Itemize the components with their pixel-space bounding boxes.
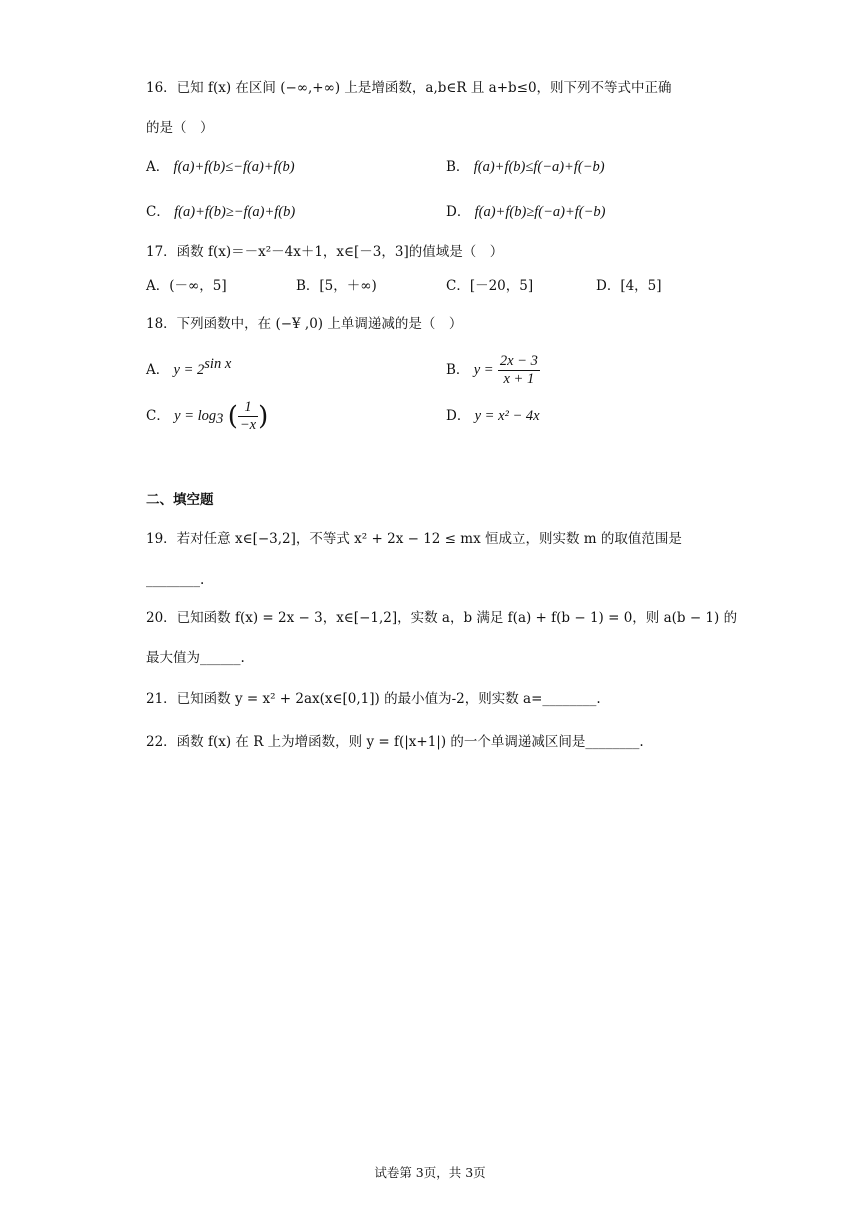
q16-option-a [146,157,295,177]
q18-option-c: C． $y = \log_3$ ( $\frac{1}{-x}$ ) [146,399,269,433]
q17-option-b: B．[5，＋∞) [296,278,377,294]
q16-option-c [146,202,295,222]
q16-option-d-expr: f(a)+f(b)≥f(−a)+f(−b) [474,204,606,220]
q20-line2: 最大值为______. [146,650,245,666]
q20-line1: 20．已知函数 f(x) = 2x − 3，x∈[−1,2]，实数 a，b 满足 f(a) + f(b − 1) = 0，则 a(b − 1) 的 [146,610,738,626]
q18-option-b-label: B． [446,362,470,378]
q16-stem-line1: 16．已知 f(x) 在区间 (−∞,+∞) 上是增函数，a,b∈R 且 a+b≤0，则下列不等式中正确 [146,80,672,96]
q19-answer-blank: ________. [146,572,205,588]
q18-option-a-label: A． [146,362,170,378]
q18-option-b-numerator: 2x − 3 [499,353,538,369]
q18-option-b-fraction [498,353,540,388]
q18-option-b-denominator: x + 1 [503,371,535,387]
page-footer: 试卷第 3页，共 3页 [374,1165,486,1180]
q16-option-b-expr: f(a)+f(b)≤f(−a)+f(−b) [473,159,605,175]
q18-option-c-label: C． [146,408,170,424]
q18-option-d-expr: y = x² − 4x [474,408,540,424]
q18-option-c-lhs: y = log [174,408,217,424]
q16-option-a-expr: f(a)+f(b)≤−f(a)+f(b) [173,159,295,175]
q18-option-c-denominator: −x [239,417,257,433]
q16-option-c-expr: f(a)+f(b)≥−f(a)+f(b) [174,204,296,220]
q18-option-a-exponent: sin x [204,356,232,372]
q18-option-c-base: 3 [216,411,224,427]
q18-option-d-label: D． [446,408,471,424]
q18-option-a [146,356,232,380]
q16-option-d [446,202,605,222]
q16-option-b-label: B． [446,159,470,175]
q17-option-a: A．(－∞，5] [146,278,227,294]
q18-option-c-numerator: 1 [238,399,258,417]
q16-option-c-label: C． [146,204,170,220]
q21-line: 21．已知函数 y = x² + 2ax(x∈[0,1]) 的最小值为-2，则实数 a=________. [146,691,601,707]
q18-option-b-lhs: y = [473,362,494,378]
q18-stem: 18．下列函数中，在 (−¥ ,0) 上单调递减的是（ ） [146,316,463,332]
q17-stem: 17．函数 f(x)＝－x²－4x＋1，x∈[－3，3]的值域是（ ） [146,244,504,260]
section-heading-fill-in: 二、填空题 [146,492,214,508]
q16-option-b [446,157,605,177]
q17-option-d: D．[4，5] [596,278,662,294]
q17-option-c: C．[－20，5] [446,278,534,294]
q16-stem-line2: 的是（ ） [146,120,214,136]
q22-line: 22．函数 f(x) 在 R 上为增函数，则 y = f(|x+1|) 的一个单调递减区间是________. [146,734,644,750]
q18-option-d [446,406,540,426]
q18-option-a-base: y = 2 [173,362,205,378]
q18-option-c-fraction [238,399,258,434]
q19-line1: 19．若对任意 x∈[−3,2]，不等式 x² + 2x − 12 ≤ mx 恒成立，则实数 m 的取值范围是 [146,531,682,547]
q16-option-d-label: D． [446,204,471,220]
q18-option-b [446,348,540,392]
q16-option-a-label: A． [146,159,170,175]
